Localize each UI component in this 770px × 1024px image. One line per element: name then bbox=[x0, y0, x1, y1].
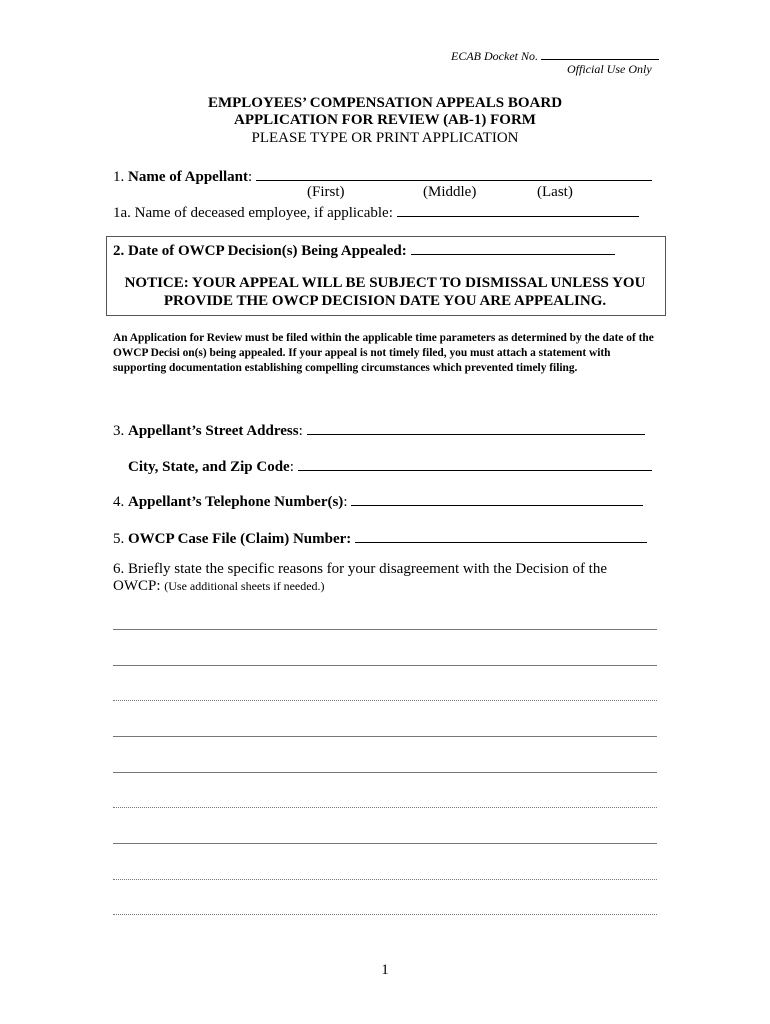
decision-date-label: 2. Date of OWCP Decision(s) Being Appealed: bbox=[113, 243, 407, 259]
name-first-hint: (First) bbox=[307, 184, 345, 200]
telephone-field[interactable] bbox=[351, 491, 643, 506]
board-title: EMPLOYEES’ COMPENSATION APPEALS BOARD bbox=[207, 95, 563, 111]
answer-line[interactable] bbox=[113, 772, 657, 773]
deceased-employee-field[interactable] bbox=[397, 202, 639, 217]
deceased-employee-label: 1a. Name of deceased employee, if applicable: bbox=[113, 205, 393, 221]
case-file-row bbox=[113, 528, 647, 548]
reasons-instruction-1: 6. Briefly state the specific reasons for your disagreement with the Decision of the bbox=[113, 561, 608, 577]
name-last-hint: (Last) bbox=[537, 184, 573, 200]
docket-label: ECAB Docket No. bbox=[451, 49, 538, 63]
appellant-name-label: Name of Appellant bbox=[128, 169, 248, 185]
notice-text-1: NOTICE: YOUR APPEAL WILL BE SUBJECT TO DISMISSAL UNLESS YOU bbox=[124, 275, 646, 291]
answer-line[interactable] bbox=[113, 879, 657, 880]
reasons-instruction-2 bbox=[113, 578, 325, 595]
decision-date-row bbox=[113, 240, 615, 260]
decision-date-field[interactable] bbox=[411, 240, 615, 255]
city-state-zip-row: City, State, and Zip Code: bbox=[128, 456, 652, 476]
page-number: 1 bbox=[381, 962, 389, 978]
answer-line[interactable] bbox=[113, 843, 657, 844]
appellant-name-field[interactable] bbox=[256, 166, 652, 181]
case-file-field[interactable] bbox=[355, 528, 647, 543]
form-title: APPLICATION FOR REVIEW (AB-1) FORM bbox=[234, 112, 536, 128]
answer-line[interactable] bbox=[113, 665, 657, 666]
field-number: 5. bbox=[113, 531, 125, 547]
deceased-employee-row bbox=[113, 202, 639, 222]
answer-line[interactable] bbox=[113, 736, 657, 737]
answer-line[interactable] bbox=[113, 629, 657, 630]
field-number: 4. bbox=[113, 494, 125, 510]
street-address-row: 3. Appellant’s Street Address: bbox=[113, 420, 645, 440]
street-address-label: Appellant’s Street Address bbox=[128, 423, 299, 439]
additional-sheets-note: (Use additional sheets if needed.) bbox=[164, 579, 325, 593]
print-instruction: PLEASE TYPE OR PRINT APPLICATION bbox=[251, 130, 519, 146]
notice-text-2: PROVIDE THE OWCP DECISION DATE YOU ARE APPEALING. bbox=[163, 293, 607, 309]
city-state-zip-label: City, State, and Zip Code bbox=[128, 459, 290, 475]
city-state-zip-field[interactable] bbox=[298, 456, 652, 471]
street-address-field[interactable] bbox=[307, 420, 645, 435]
answer-line[interactable] bbox=[113, 700, 657, 701]
field-number: 3. bbox=[113, 423, 125, 439]
telephone-label: Appellant’s Telephone Number(s) bbox=[128, 494, 344, 510]
owcp-label: OWCP: bbox=[113, 578, 161, 594]
field-number: 1. bbox=[113, 169, 125, 185]
official-use-label: Official Use Only bbox=[567, 62, 652, 76]
name-middle-hint: (Middle) bbox=[423, 184, 477, 200]
appellant-name-row: 1. Name of Appellant: bbox=[113, 166, 652, 186]
timeliness-paragraph: An Application for Review must be filed within the applicable time parameters as determined by the date of the OWCP Decisi on(s) being appealed. If your appeal is not timely filed, you must attach a statement with supporting documentation establishing compelling circumstances which prevented timely filing. bbox=[113, 332, 654, 374]
docket-number-field[interactable] bbox=[541, 45, 659, 60]
answer-line[interactable] bbox=[113, 914, 657, 915]
answer-line[interactable] bbox=[113, 807, 657, 808]
telephone-row: 4. Appellant’s Telephone Number(s): bbox=[113, 491, 643, 511]
case-file-label: OWCP Case File (Claim) Number: bbox=[128, 531, 352, 547]
